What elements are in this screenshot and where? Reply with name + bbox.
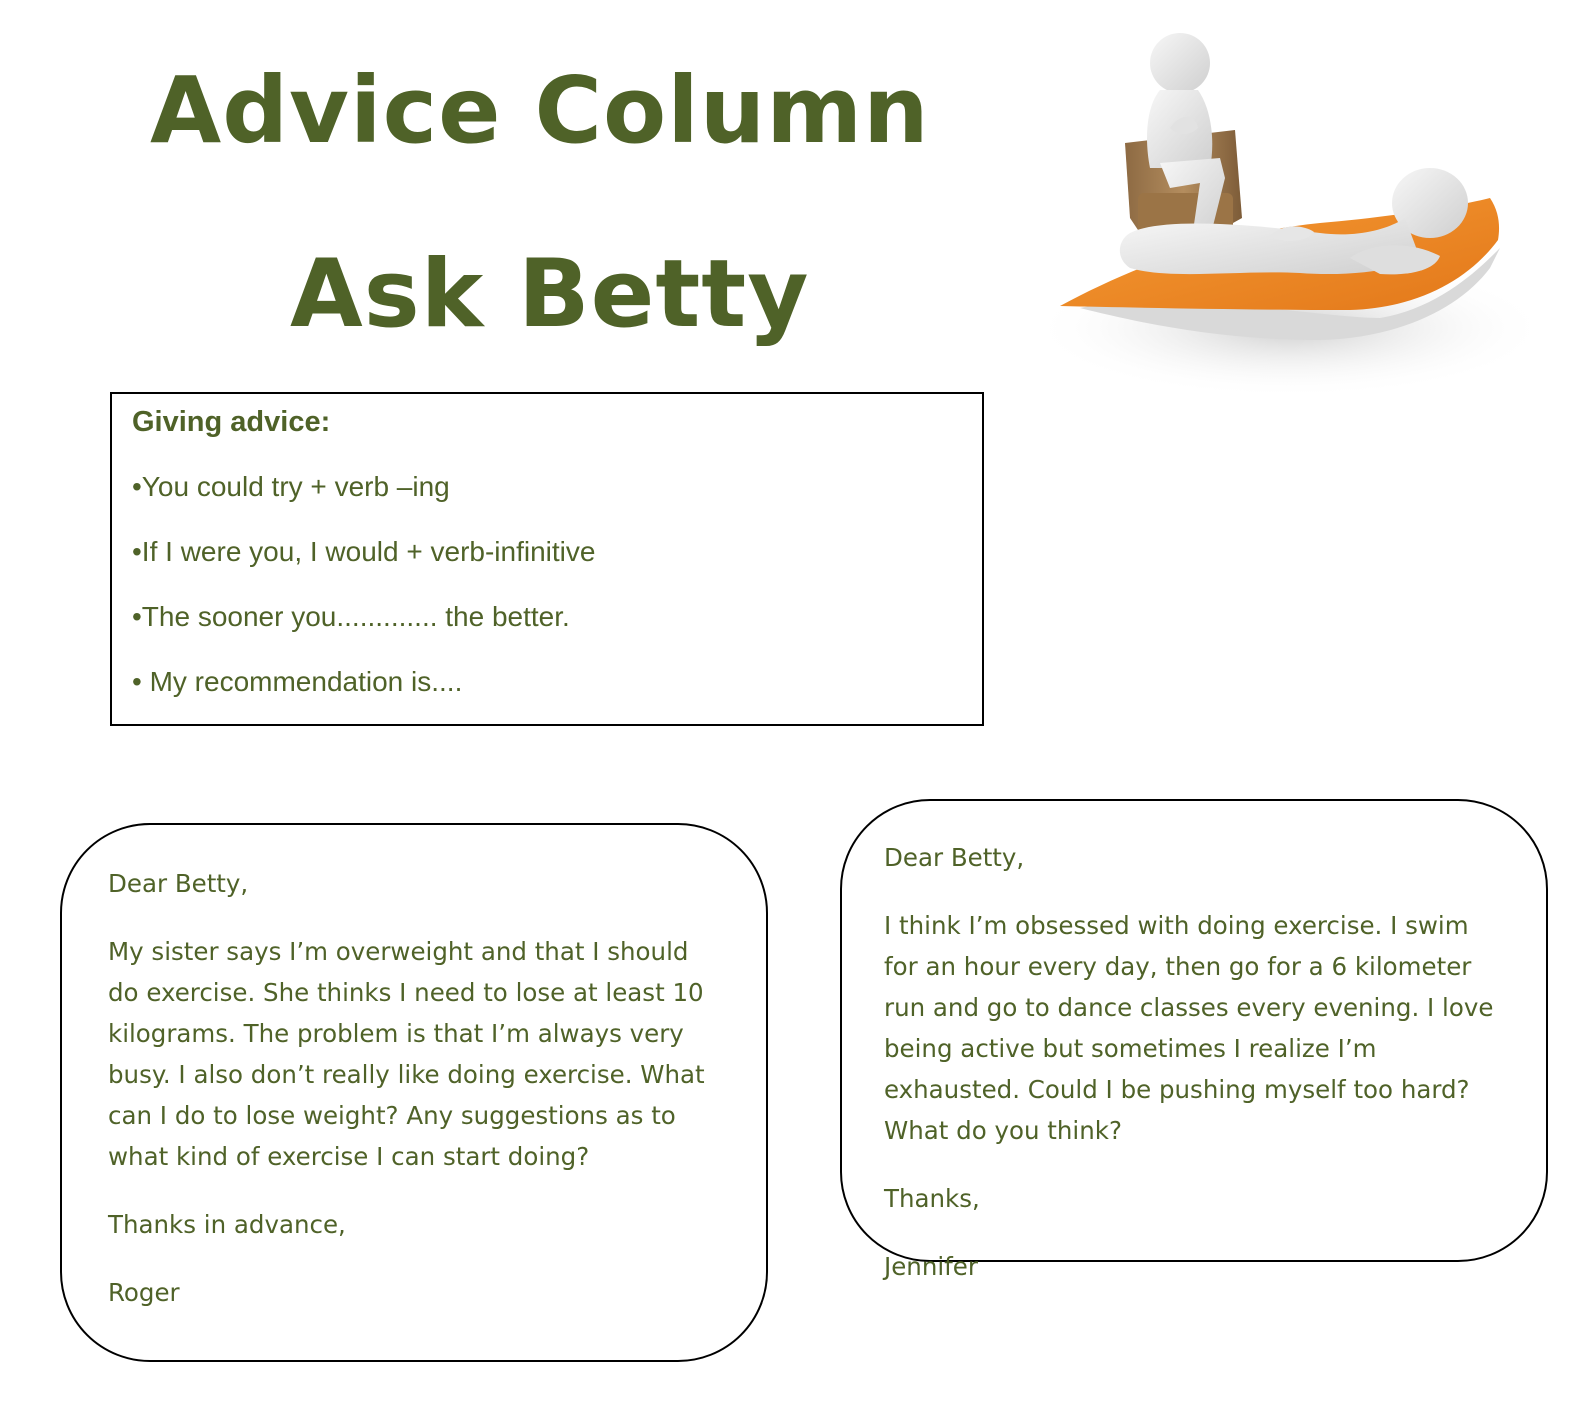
letter-greeting: Dear Betty, — [884, 843, 1025, 872]
letter-closing: Thanks in advance, — [108, 1210, 346, 1239]
letter-body: I think I’m obsessed with doing exercise. I swim for an hour every day, then go for a 6 kilometer run and go to dance classes every evening. I love being active but sometimes I realize I’m exhausted. Could I be pushing myself too hard? What do you think? — [884, 911, 1494, 1145]
page-title: Advice Column — [150, 57, 930, 164]
letter-closing: Thanks, — [884, 1184, 980, 1213]
therapist-session-illustration — [1020, 18, 1540, 398]
letter-signature: Jennifer — [884, 1252, 978, 1281]
tips-heading: Giving advice: — [132, 406, 331, 438]
tip-item: • My recommendation is.... — [132, 666, 463, 697]
tip-item: •You could try + verb –ing — [132, 471, 450, 502]
letter-greeting: Dear Betty, — [108, 869, 249, 898]
tip-item: •The sooner you............. the better. — [132, 601, 570, 632]
tips-list — [132, 469, 962, 700]
letter-signature: Roger — [108, 1278, 180, 1307]
letter-body: My sister says I’m overweight and that I should do exercise. She thinks I need to lose at least 10 kilograms. The problem is that I’m always very busy. I also don’t really like doing exercise. What can I do to lose weight? Any suggestions as to what kind of exercise I can start doing? — [108, 937, 705, 1171]
tip-item: •If I were you, I would + verb-infinitive — [132, 536, 596, 567]
advice-tips-box — [110, 392, 984, 726]
page-subtitle: Ask Betty — [290, 240, 810, 349]
letter-roger — [60, 823, 768, 1362]
letter-jennifer — [840, 799, 1548, 1281]
